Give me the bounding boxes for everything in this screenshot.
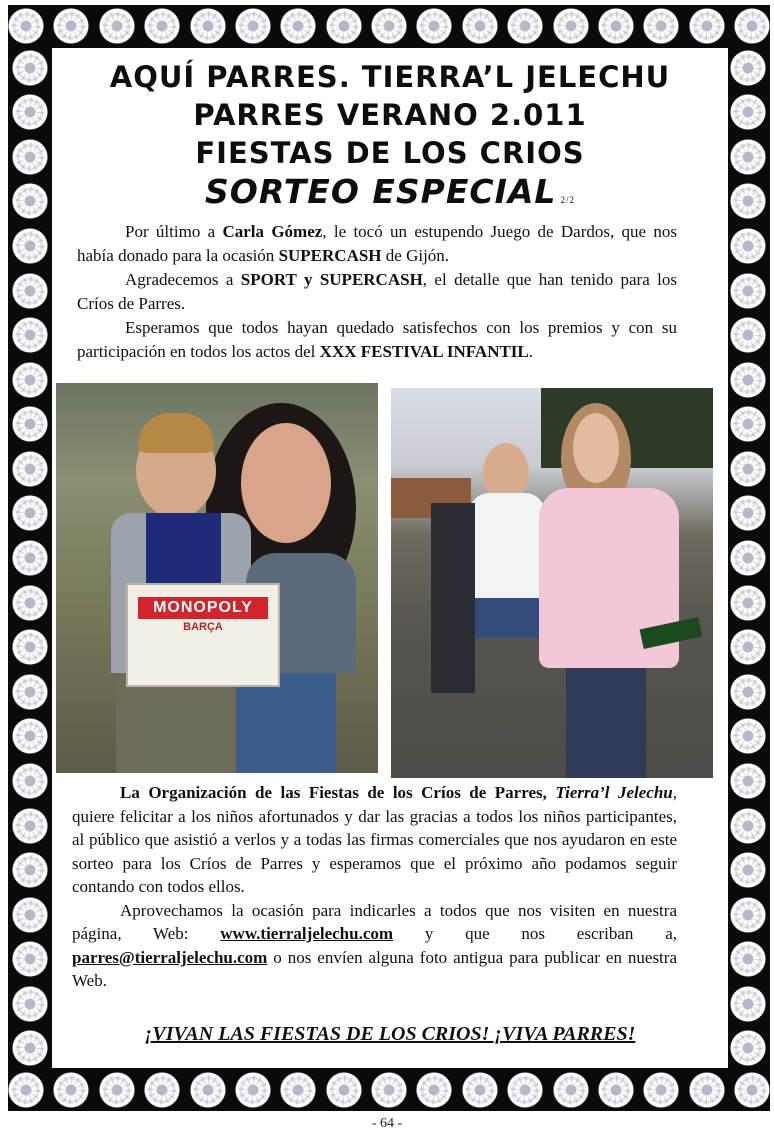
flower-ornament (734, 8, 770, 44)
flower-ornament (416, 8, 452, 44)
text: La Organización de las Fiestas de los Críos de Parres, (120, 783, 556, 802)
closing-paragraph-2 (72, 899, 677, 993)
flower-ornament (12, 941, 48, 977)
intro-paragraph-3 (77, 316, 677, 364)
page-number: - 64 - (371, 1116, 403, 1131)
closing-text (72, 781, 677, 993)
flower-ornament (190, 8, 226, 44)
text: , quiere felicitar a los niños afortunados y dar las gracias a todos los niños participantes, al público que asistió a verlos y a todas las firmas comerciales que nos ayudaron en este sorteo para los Críos de Parres y esperamos que el próximo año podamos seguir contando con todos ellos. (72, 783, 677, 896)
flower-ornament (8, 8, 44, 44)
flower-ornament (53, 1072, 89, 1108)
flower-ornament (730, 718, 766, 754)
flower-ornament (12, 718, 48, 754)
photo-child-with-monopoly (56, 383, 378, 773)
flower-ornament (280, 1072, 316, 1108)
intro-paragraph-1 (77, 220, 677, 268)
flower-ornament (12, 763, 48, 799)
flower-ornament (643, 8, 679, 44)
title-line-3: FIESTAS DE LOS CRIOS (195, 136, 585, 170)
flower-ornament (190, 1072, 226, 1108)
text: Esperamos que todos hayan quedado satisfechos con los premios y con su participación en todos los actos del (77, 318, 677, 361)
flower-ornament (8, 1072, 44, 1108)
flower-ornament (730, 273, 766, 309)
intro-text (77, 220, 677, 364)
woman-top-shape (469, 493, 545, 603)
flower-ornament (730, 362, 766, 398)
closing-slogan: ¡VIVAN LAS FIESTAS DE LOS CRIOS! ¡VIVA PARRES! (144, 1023, 636, 1045)
flower-ornament (12, 495, 48, 531)
girl-jeans-shape (566, 668, 646, 778)
flower-ornament (689, 1072, 725, 1108)
text: . (528, 342, 534, 361)
monopoly-title: MONOPOLY (138, 597, 268, 619)
flower-ornament (730, 897, 766, 933)
flower-ornament (553, 8, 589, 44)
flower-ornament (734, 1072, 770, 1108)
email-link[interactable]: parres@tierraljelechu.com (72, 947, 268, 967)
flower-ornament (12, 139, 48, 175)
flower-ornament (730, 451, 766, 487)
flower-ornament (730, 1030, 766, 1066)
flower-ornament (12, 629, 48, 665)
flower-ornament (12, 273, 48, 309)
flower-ornament (12, 362, 48, 398)
flower-ornament (326, 8, 362, 44)
flower-ornament (12, 50, 48, 86)
text: , el detalle que han tenido para los Críos de Parres. (77, 270, 677, 313)
woman-shorts-shape (469, 598, 539, 638)
website-link[interactable]: www.tierraljelechu.com (220, 924, 394, 943)
flower-ornament (730, 495, 766, 531)
flower-ornament (12, 852, 48, 888)
winner-name: Carla Gómez (222, 222, 323, 241)
text: , le tocó un estupendo Juego de Dardos, que nos había donado para la ocasión (77, 222, 677, 265)
flower-ornament (553, 1072, 589, 1108)
girl-face-shape (573, 413, 619, 483)
flower-ornament (730, 50, 766, 86)
flower-ornament (12, 986, 48, 1022)
flower-ornament (730, 941, 766, 977)
flower-ornament (12, 808, 48, 844)
flower-ornament (12, 674, 48, 710)
flower-ornament (12, 451, 48, 487)
man-shape (431, 503, 475, 693)
flower-ornament (730, 629, 766, 665)
flower-ornament (12, 540, 48, 576)
text: y que nos escriban a, (393, 924, 678, 943)
flower-ornament (235, 8, 271, 44)
flower-ornament (730, 139, 766, 175)
flower-ornament (12, 897, 48, 933)
flower-ornament (462, 1072, 498, 1108)
flower-ornament (326, 1072, 362, 1108)
flower-ornament (280, 8, 316, 44)
text: Por último a (125, 222, 223, 241)
child-hair-shape (138, 413, 214, 453)
part-indicator: 2/2 (560, 195, 575, 205)
flower-ornament (12, 183, 48, 219)
closing-paragraph-1 (72, 781, 677, 899)
text: de Gijón. (381, 246, 450, 265)
photo-girl-with-prize (391, 388, 713, 778)
flower-ornament (730, 852, 766, 888)
flower-ornament (12, 228, 48, 264)
flower-ornament (99, 8, 135, 44)
jeans-shape (236, 673, 336, 773)
flower-ornament (730, 674, 766, 710)
flower-ornament (730, 183, 766, 219)
monopoly-box (126, 583, 280, 687)
flower-ornament (462, 8, 498, 44)
flower-ornament (235, 1072, 271, 1108)
face-shape (241, 423, 331, 543)
event-name: XXX FESTIVAL INFANTIL (319, 342, 529, 361)
flower-ornament (12, 317, 48, 353)
sponsor-names: SPORT y SUPERCASH (240, 270, 423, 289)
flower-ornament (730, 763, 766, 799)
flower-ornament (730, 406, 766, 442)
flower-ornament (507, 1072, 543, 1108)
flower-ornament (730, 94, 766, 130)
flower-ornament (730, 540, 766, 576)
flower-ornament (730, 808, 766, 844)
title-line-1: AQUÍ PARRES. TIERRA’L JELECHU (109, 60, 671, 94)
title-line-2: PARRES VERANO 2.011 (193, 98, 587, 132)
flower-ornament (144, 8, 180, 44)
flower-ornament (643, 1072, 679, 1108)
flower-ornament (53, 8, 89, 44)
intro-paragraph-2 (77, 268, 677, 316)
organization-name: Tierra’l Jelechu (555, 783, 673, 802)
monopoly-subtitle: BARÇA (183, 621, 223, 633)
flower-ornament (371, 8, 407, 44)
title-sorteo: SORTEO ESPECIAL (205, 172, 557, 211)
title-line-4 (52, 172, 728, 211)
flower-ornament (416, 1072, 452, 1108)
child-shorts-shape (116, 683, 236, 773)
flower-ornament (99, 1072, 135, 1108)
flower-ornament (12, 585, 48, 621)
page-content (52, 48, 728, 1068)
flower-ornament (12, 1030, 48, 1066)
flower-ornament (730, 986, 766, 1022)
text: o nos envíen alguna foto antigua para publicar en nuestra Web. (72, 947, 677, 990)
sponsor-name: SUPERCASH (278, 246, 382, 265)
flower-ornament (689, 8, 725, 44)
flower-ornament (12, 94, 48, 130)
flower-ornament (144, 1072, 180, 1108)
flower-ornament (371, 1072, 407, 1108)
flower-ornament (598, 1072, 634, 1108)
flower-ornament (730, 228, 766, 264)
text: Aprovechamos la ocasión para indicarles a todos que nos visiten en nuestra página, Web: (72, 900, 677, 943)
flower-ornament (730, 585, 766, 621)
flower-ornament (12, 406, 48, 442)
text: Agradecemos a (125, 270, 241, 289)
flower-ornament (598, 8, 634, 44)
flower-ornament (507, 8, 543, 44)
flower-ornament (730, 317, 766, 353)
